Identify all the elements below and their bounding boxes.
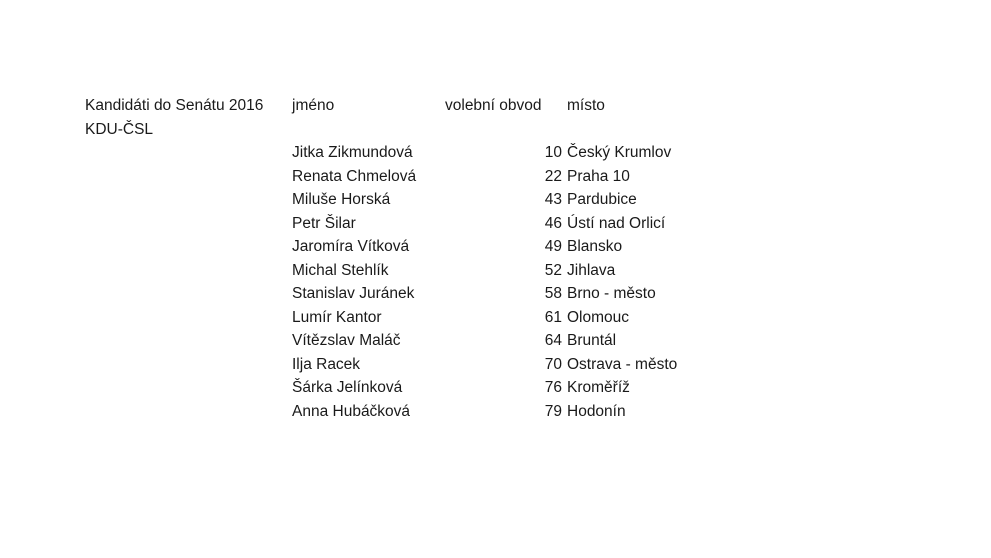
candidate-name: Ilja Racek [292,355,361,373]
district-number: 49 [544,238,562,255]
header-district: volební obvod [445,97,542,114]
candidate-name: Michal Stehlík [292,261,389,279]
district-number: 70 [544,355,562,373]
district-number: 61 [544,308,562,326]
table-row [0,282,991,306]
district-number: 64 [544,332,562,349]
document-title [85,94,263,142]
district-place: Bruntál [567,332,617,349]
header-name: jméno [292,97,335,114]
table-row [0,188,991,212]
district-place: Pardubice [567,191,637,208]
district-number: 79 [544,402,562,420]
district-place: Blansko [567,238,623,255]
candidate-name: Anna Hubáčková [292,402,411,420]
table-row [0,353,991,377]
district-number: 76 [544,379,562,396]
table-row [0,376,991,400]
candidate-name: Miluše Horská [292,191,391,208]
district-place: Hodonín [567,402,626,420]
table-row [0,212,991,236]
table-row [0,141,991,165]
candidate-name: Šárka Jelínková [292,379,403,396]
table-row [0,259,991,283]
header-place: místo [567,97,605,114]
table-row [0,306,991,330]
table-row [0,165,991,189]
district-place: Olomouc [567,308,630,326]
district-number: 22 [544,167,562,185]
title-line-2: KDU-ČSL [85,121,154,138]
district-place: Praha 10 [567,167,630,185]
district-number: 46 [544,214,562,232]
candidate-name: Petr Šilar [292,214,356,232]
district-place: Ostrava - město [567,355,678,373]
district-place: Brno - město [567,285,656,302]
district-place: Ústí nad Orlicí [567,214,666,232]
candidate-name: Stanislav Juránek [292,285,415,302]
candidate-list [0,141,991,423]
district-place: Kroměříž [567,379,630,396]
table-row [0,329,991,353]
title-line-1: Kandidáti do Senátu 2016 [85,97,264,114]
district-number: 52 [544,261,562,279]
candidate-name: Jitka Zikmundová [292,144,413,161]
table-row [0,235,991,259]
candidate-name: Vítězslav Maláč [292,332,401,349]
candidate-name: Jaromíra Vítková [292,238,410,255]
district-number: 10 [544,144,562,161]
table-row [0,400,991,424]
candidate-name: Renata Chmelová [292,167,417,185]
district-number: 58 [544,285,562,302]
candidate-name: Lumír Kantor [292,308,382,326]
district-number: 43 [544,191,562,208]
district-place: Český Krumlov [567,144,672,161]
district-place: Jihlava [567,261,616,279]
